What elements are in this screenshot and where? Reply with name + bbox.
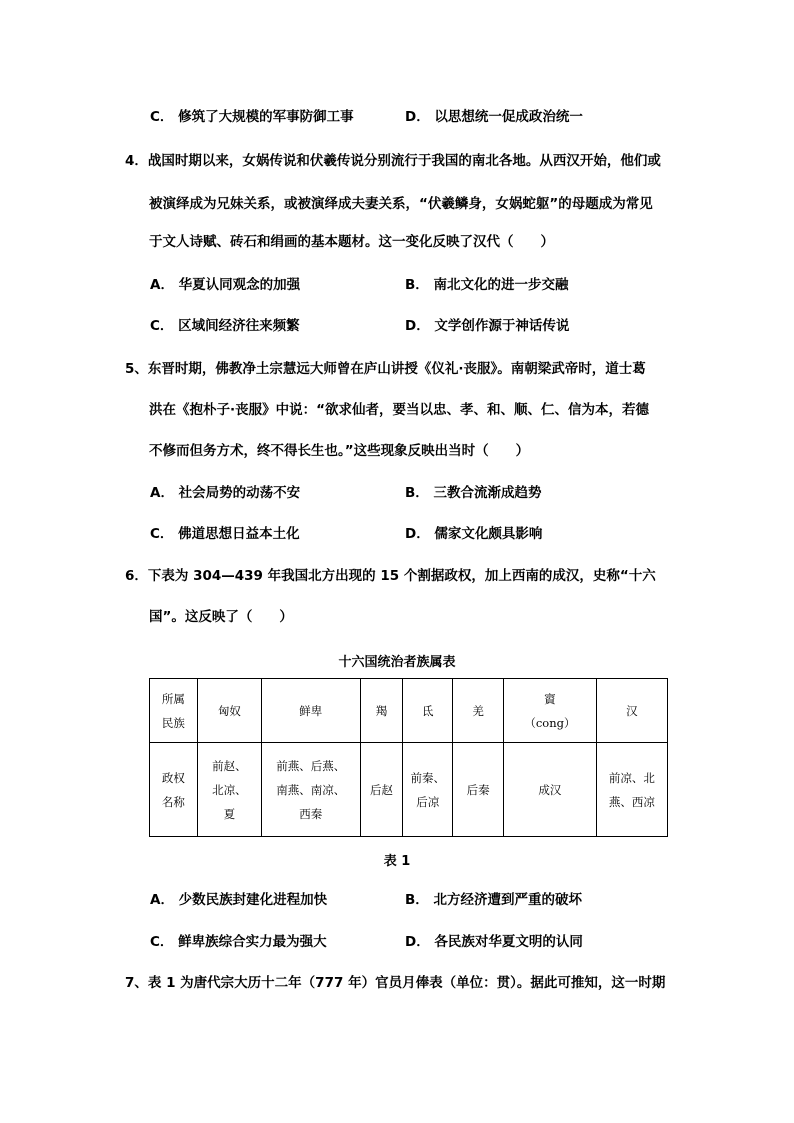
table-cell: 氐: [403, 679, 453, 743]
option-text: 北方经济遭到严重的破坏: [433, 892, 582, 908]
table-header-cell: 所属 民族: [150, 679, 198, 743]
q4-line-2: 被演绎成为兄妹关系，或被演绎成夫妻关系，“伏羲鳞身，女娲蛇躯”的母题成为常见: [149, 196, 653, 212]
q5-option-c: [150, 525, 300, 543]
table-cell: 賨 （cong）: [504, 679, 597, 743]
table-cell: 匈奴: [197, 679, 261, 743]
table-caption: 表 1: [383, 854, 411, 869]
table-cell: 汉: [596, 679, 667, 743]
option-text: 以思想统一促成政治统一: [434, 109, 583, 125]
option-letter: C．: [150, 526, 174, 542]
q5-option-a: [150, 484, 300, 502]
q4-line-1: 4．战国时期以来，女娲传说和伏羲传说分别流行于我国的南北各地。从西汉开始，他们或: [125, 153, 661, 169]
q4-option-d: [405, 317, 569, 335]
option-text: 三教合流渐成趋势: [433, 485, 542, 501]
table-cell: 后赵: [360, 743, 403, 837]
q5-option-b: [405, 484, 542, 502]
q6-line-1: 6．下表为 304—439 年我国北方出现的 15 个割据政权，加上西南的成汉，史称“十六: [125, 568, 656, 584]
option-letter: C．: [150, 934, 174, 950]
table-cell: 羌: [453, 679, 504, 743]
table-cell: 羯: [360, 679, 403, 743]
option-text: 各民族对华夏文明的认同: [434, 934, 583, 950]
option-text: 少数民族封建化进程加快: [178, 892, 328, 908]
q4-option-c: [150, 317, 300, 335]
q3-option-d: [405, 108, 583, 126]
table-row-regimes: [150, 743, 668, 837]
q6-option-b: [405, 891, 582, 909]
dynasty-table: [149, 678, 668, 837]
option-letter: A．: [150, 892, 174, 908]
q5-option-d: [405, 525, 542, 543]
option-text: 文学创作源于神话传说: [434, 318, 570, 334]
q4-option-a: [150, 276, 300, 294]
q4-line-3: 于文人诗赋、砖石和绢画的基本题材。这一变化反映了汉代（ ）: [149, 234, 554, 250]
q7-line-1: 7、表 1 为唐代宗大历十二年（777 年）官员月俸表（单位：贯）。据此可推知，这一时期: [125, 975, 666, 991]
q6-option-d: [405, 933, 583, 951]
option-text: 区域间经济往来频繁: [178, 318, 300, 334]
option-text: 儒家文化颇具影响: [434, 526, 543, 542]
option-letter: D．: [405, 109, 430, 125]
table-cell: 前燕、后燕、 南燕、南凉、 西秦: [261, 743, 360, 837]
option-text: 修筑了大规模的军事防御工事: [178, 109, 354, 125]
table-cell: 成汉: [504, 743, 597, 837]
q5-line-1: 5、东晋时期，佛教净土宗慧远大师曾在庐山讲授《仪礼·丧服》。南朝梁武帝时，道士葛: [125, 361, 646, 377]
option-letter: D．: [405, 526, 430, 542]
option-letter: C．: [150, 109, 174, 125]
option-text: 鲜卑族综合实力最为强大: [178, 934, 327, 950]
option-letter: D．: [405, 934, 430, 950]
table-cell: 前秦、 后凉: [403, 743, 453, 837]
table-row-peoples: [150, 679, 668, 743]
option-text: 佛道思想日益本土化: [178, 526, 300, 542]
option-text: 南北文化的进一步交融: [433, 277, 569, 293]
option-letter: A．: [150, 485, 174, 501]
table-cell: 前凉、北 燕、西凉: [596, 743, 667, 837]
table-cell: 鲜卑: [261, 679, 360, 743]
q5-line-3: 不修而但务方术，终不得长生也。”这些现象反映出当时（ ）: [149, 443, 530, 459]
option-letter: B．: [405, 485, 429, 501]
q6-option-c: [150, 933, 327, 951]
q4-option-b: [405, 276, 569, 294]
option-letter: C．: [150, 318, 174, 334]
table-title: 十六国统治者族属表: [338, 655, 456, 670]
q6-line-2: 国”。这反映了（ ）: [149, 609, 293, 625]
option-letter: A．: [150, 277, 174, 293]
q6-option-a: [150, 891, 327, 909]
q5-line-2: 洪在《抱朴子·丧服》中说：“欲求仙者，要当以忠、孝、和、顺、仁、信为本，若德: [149, 402, 649, 418]
table-cell: 后秦: [453, 743, 504, 837]
option-text: 社会局势的动荡不安: [178, 485, 301, 501]
option-letter: D．: [405, 318, 430, 334]
option-letter: B．: [405, 892, 429, 908]
q3-option-c: [150, 108, 354, 126]
option-letter: B．: [405, 277, 429, 293]
option-text: 华夏认同观念的加强: [178, 277, 301, 293]
table-header-cell: 政权 名称: [150, 743, 198, 837]
table-cell: 前赵、 北凉、 夏: [197, 743, 261, 837]
